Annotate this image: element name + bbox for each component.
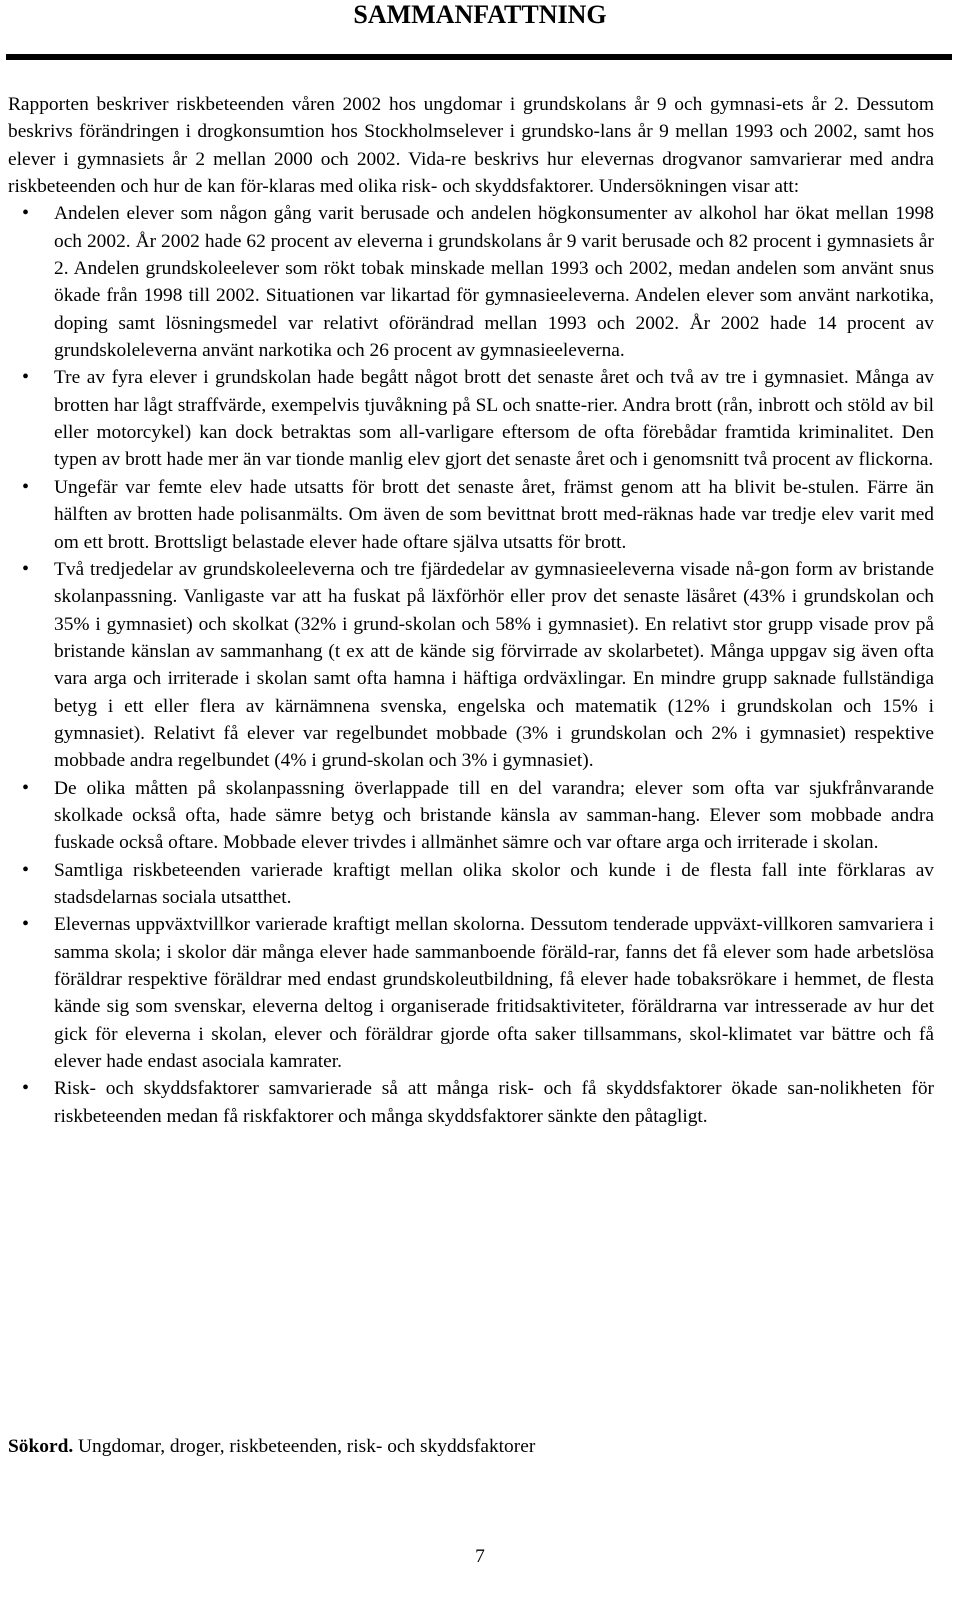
summary-body (8, 91, 934, 1130)
list-item: • De olika måtten på skolanpassning överlappade till en del varandra; elever som ofta var sjukfrånvarande skolkade också ofta, hade sämre betyg och bristande känsla av samman-hang. Elever som mobbade andra fuskade också oftare. Mobbade elever trivdes i allmänhet sämre och var oftare arga och irriterade i skolan. (8, 775, 934, 857)
list-item: • Ungefär var femte elev hade utsatts för brott det senaste året, främst genom att ha blivit be-stulen. Färre än hälften av brotten hade polisanmälts. Om även de som bevittnat brott med-räknas hade var tredje elev varit med om ett brott. Brottsligt belastade elever hade oftare själva utsatts för brott. (8, 474, 934, 556)
list-item: • Samtliga riskbeteenden varierade kraftigt mellan olika skolor och kunde i de flesta fall inte förklaras av stadsdelarnas sociala utsatthet. (8, 857, 934, 912)
keywords-text: Ungdomar, droger, riskbeteenden, risk- och skyddsfaktorer (73, 1436, 536, 1457)
intro-paragraph: Rapporten beskriver riskbeteenden våren 2002 hos ungdomar i grundskolans år 9 och gymnasi-ets år 2. Dessutom beskrivs förändringen i drogkonsumtion hos Stockholmselever i grundsko-lans år 9 mellan 1993 och 2002, samt hos elever i gymnasiets år 2 mellan 2000 och 2002. Vida-re beskrivs hur elevernas drogvanor samvarierar med andra riskbeteenden och hur de kan för-klaras med olika risk- och skyddsfaktorer. Undersökningen visar att: (8, 94, 934, 198)
page-title: SAMMANFATTNING (353, 0, 607, 29)
title-rule (6, 54, 952, 60)
keywords-line (8, 1433, 535, 1460)
list-item: • Två tredjedelar av grundskoleeleverna och tre fjärdedelar av gymnasieeleverna visade nå-gon form av bristande skolanpassning. Vanligaste var att ha fuskat på läxförhör eller prov det senaste läsåret (43% i grundskolan och 35% i gymnasiet) och skolkat (32% i grund-skolan och 58% i gymnasiet). En relativt stor grupp visade prov på bristande känslan av sammanhang (t ex att de kände sig förvirrade av skolarbetet). Många uppgav sig även ofta vara arga och irriterade i skolan samt ofta hamna i häftiga ordväxlingar. En mindre grupp saknade fullständiga betyg i ett eller flera av kärnämnena svenska, engelska och matematik (12% i grundskolan och 15% i gymnasiet). Relativt få elever var regelbundet mobbade (3% i grundskolan och 2% i gymnasiet) respektive mobbade andra regelbundet (4% i grund-skolan och 3% i gymnasiet). (8, 556, 934, 775)
list-item: • Andelen elever som någon gång varit berusade och andelen högkonsumenter av alkohol har ökat mellan 1998 och 2002. År 2002 hade 62 procent av eleverna i grundskolans år 9 varit berusade och 82 procent i gymnasiets år 2. Andelen grundskoleelever som rökt tobak minskade mellan 1993 och 2002, medan andelen som använt snus ökade från 1998 till 2002. Situationen var likartad för gymnasieeleverna. Andelen elever som använt narkotika, doping samt lösningsmedel var relativt oförändrad mellan 1993 och 2002. År 2002 hade 14 procent av grundskoleleverna använt narkotika och 26 procent av gymnasieeleverna. (8, 200, 934, 364)
list-item: • Elevernas uppväxtvillkor varierade kraftigt mellan skolorna. Dessutom tenderade uppväxt-villkoren samvariera i samma skola; i skolor där många elever hade sammanboende föräld-rar, fanns det få elever som hade arbetslösa föräldrar respektive föräldrar med endast grundskoleutbildning, få elever hade tobaksrökare i hemmet, de flesta kände sig som svenskar, eleverna deltog i organiserade fritidsaktiviteter, föräldrarna var intresserade av hur det gick för eleverna i skolan, elever och föräldrar gjorde ofta saker tillsammans, skol-klimatet var bättre och få elever hade endast asociala kamrater. (8, 911, 934, 1075)
page-number: 7 (475, 1546, 485, 1567)
list-item: • Tre av fyra elever i grundskolan hade begått något brott det senaste året och två av tre i gymnasiet. Många av brotten har lågt straffvärde, exempelvis tjuvåkning på SL och snatte-rier. Andra brott (rån, inbrott och stöld av bil eller motorcykel) kan dock betraktas som all-varligare eftersom de ofta förebådar framtida kriminalitet. Den typen av brott hade mer än var tionde manlig elev gjort det senaste året och i genomsnitt två procent av flickorna. (8, 364, 934, 473)
keywords-label: Sökord. (8, 1436, 74, 1457)
list-item: • Risk- och skyddsfaktorer samvarierade så att många risk- och få skyddsfaktorer ökade san-nolikheten för riskbeteenden medan få riskfaktorer och många skyddsfaktorer sänkte den påtagligt. (8, 1075, 934, 1130)
findings-list (8, 200, 934, 1130)
